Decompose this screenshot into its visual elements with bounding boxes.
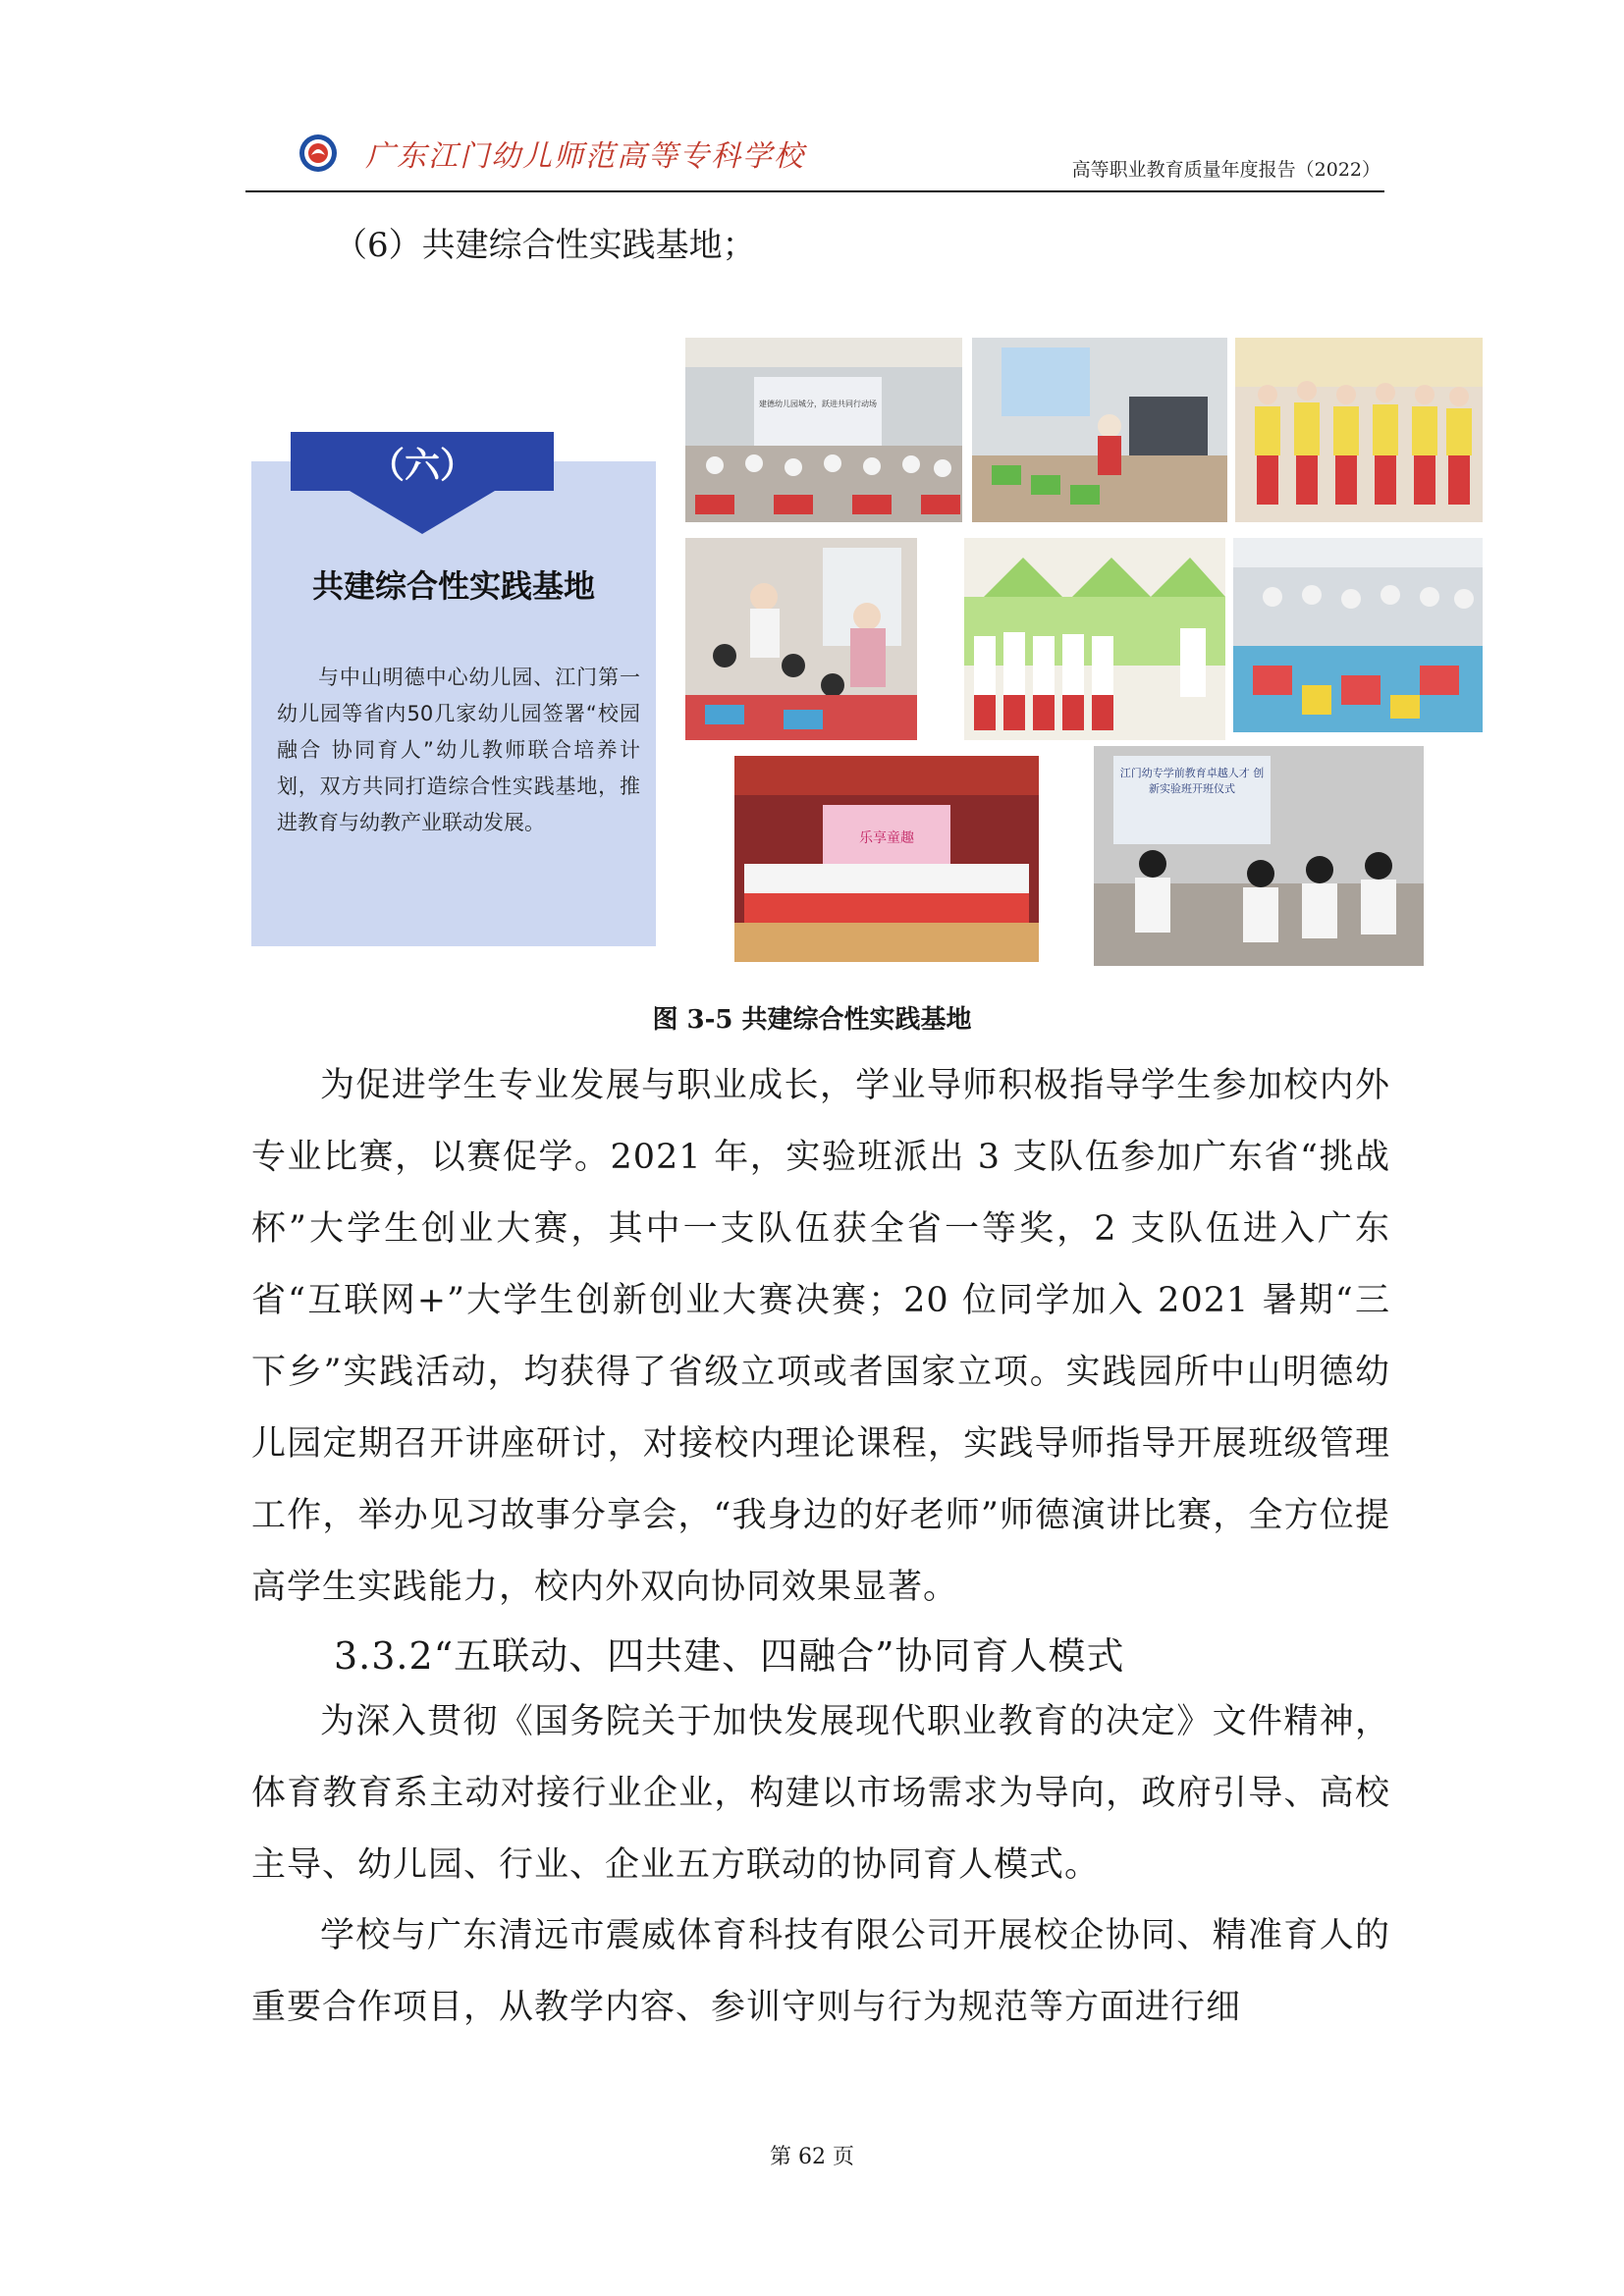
body-paragraph-1: 为促进学生专业发展与职业成长，学业导师积极指导学生参加校内外专业比赛，以赛促学。2021 年，实验班派出 3 支队伍参加广东省“挑战杯”大学生创业大赛，其中一支队伍获全省一等奖，2 支队伍进入广东省“互联网+”大学生创新创业大赛决赛；20 位同学加入 2021 暑期“三下乡”实践活动，均获得了省级立项或者国家立项。实践园所中山明德幼儿园定期召开讲座研讨，对接校内理论课程，实践导师指导开展班级管理工作，举办见习故事分享会，“我身边的好老师”师德演讲比赛，全方位提高学生实践能力，校内外双向协同效果显著。 xyxy=(251,1066,1390,1607)
stage-banner: 乐享童趣 xyxy=(859,830,914,846)
photo-group-students-yellow xyxy=(1235,338,1483,522)
photo-toy-room-group xyxy=(1233,538,1483,732)
page-number: 第 62 页 xyxy=(770,2145,854,2169)
school-name: 广东江门幼儿师范高等专科学校 xyxy=(365,139,805,174)
header-divider xyxy=(245,190,1384,192)
photo-library-group xyxy=(964,538,1225,740)
badge-ribbon-icon xyxy=(291,432,554,534)
photo-lecture-hall xyxy=(685,338,962,522)
photo-seminar-room xyxy=(1094,746,1424,966)
page-header xyxy=(245,118,1384,192)
photo-teacher-with-children xyxy=(685,538,917,740)
body-paragraph-3: 学校与广东清远市震威体育科技有限公司开展校企协同、精准育人的重要合作项目，从教学内容、参训守则与行为规范等方面进行细 xyxy=(251,1916,1390,2027)
figure-caption: 图 3-5 共建综合性实践基地 xyxy=(652,1005,972,1035)
infographic-title: 共建综合性实践基地 xyxy=(311,567,595,605)
report-title: 高等职业教育质量年度报告（2022） xyxy=(1071,159,1380,181)
photo-stage-group xyxy=(734,756,1039,962)
badge-label: （六） xyxy=(368,446,476,486)
subsection-heading: 3.3.2“五联动、四共建、四融合”协同育人模式 xyxy=(334,1634,1125,1678)
photo-classroom-kids xyxy=(972,338,1227,522)
infographic-body: 与中山明德中心幼儿园、江门第一幼儿园等省内50几家幼儿园签署“校园融合 协同育人”幼儿教师联合培养计划，双方共同打造综合性实践基地，推进教育与幼教产业联动发展。 xyxy=(277,666,640,834)
school-logo-icon xyxy=(298,133,338,173)
lecture-banner: 建德幼儿园城分，跃进共同行动场 xyxy=(759,400,877,408)
seminar-banner: 江门幼专学前教育卓越人才 创新实验班开班仪式 xyxy=(1119,767,1265,795)
body-paragraph-2: 为深入贯彻《国务院关于加快发展现代职业教育的决定》文件精神，体育教育系主动对接行业企业，构建以市场需求为导向，政府引导、高校主导、幼儿园、行业、企业五方联动的协同育人模式。 xyxy=(251,1702,1390,1885)
section-heading: （6）共建综合性实践基地； xyxy=(334,226,756,265)
